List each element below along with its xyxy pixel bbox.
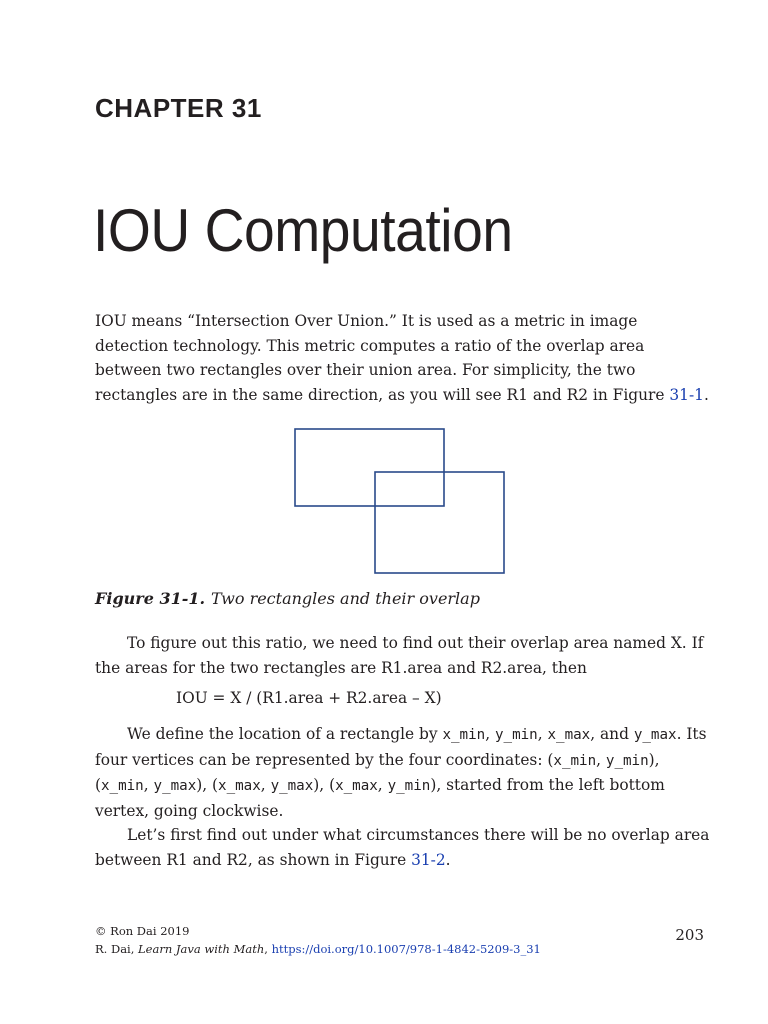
chapter-title: IOU Computation — [93, 197, 513, 264]
text-run: , — [143, 776, 154, 794]
intro-end: . — [703, 385, 709, 404]
code-x-max: x_max — [335, 778, 378, 794]
text-run: , — [377, 776, 388, 794]
code-x-max: x_max — [218, 778, 261, 794]
doi-link[interactable]: https://doi.org/10.1007/978-1-4842-5209-3_31 — [271, 942, 541, 956]
intro-paragraph — [95, 309, 715, 407]
rectangle-r2 — [375, 472, 504, 573]
iou-formula: IOU = X / (R1.area + R2.area – X) — [176, 689, 442, 707]
code-y-max: y_max — [270, 778, 314, 794]
coordinates-paragraph — [95, 722, 715, 823]
code-y-min: y_min — [605, 752, 649, 769]
coordinates-section — [95, 722, 715, 872]
overlap-paragraph — [95, 823, 715, 872]
intro-text: IOU means “Intersection Over Union.” It is used as a metric in image detection technology. This metric computes a ratio of the overlap area between two rectangles over their union area. For simplicity, the two rectangles are in the same direction, as you will see R1 and R2 in Figure — [95, 312, 670, 404]
chapter-label: CHAPTER 31 — [95, 93, 262, 123]
code-y-min: y_min — [387, 778, 431, 794]
overlap-end: . — [445, 850, 451, 869]
figure-caption — [95, 589, 480, 608]
text-run: We define the location of a rectangle by — [127, 725, 443, 743]
figure-label: Figure 31-1. — [95, 589, 206, 608]
text-run: , — [485, 725, 495, 743]
citation-line — [95, 940, 541, 958]
text-run: ), ( — [313, 776, 336, 794]
page-number: 203 — [675, 926, 704, 944]
page-footer — [95, 922, 541, 958]
code-x-max: x_max — [547, 727, 591, 743]
text-run: . Its four vertices can be represented by the four coordinates: ( — [95, 725, 707, 769]
text-run: ), ( — [95, 750, 660, 794]
text-run: ), started from the left bottom vertex, going clockwise. — [95, 776, 665, 820]
ratio-paragraph: To figure out this ratio, we need to find out their overlap area named X. If the areas for the two rectangles are R1.area and R2.area, then — [95, 634, 704, 677]
figure-31-1-link[interactable]: 31-1 — [669, 385, 704, 404]
text-run: , and — [590, 725, 634, 743]
figure-caption-text: Two rectangles and their overlap — [211, 589, 480, 608]
text-run: , — [537, 725, 548, 743]
code-x-min: x_min — [553, 752, 597, 769]
rectangle-r1 — [295, 429, 444, 506]
citation-book: Learn Java with Math — [138, 942, 265, 956]
text-run: ), ( — [196, 776, 219, 794]
copyright-line: © Ron Dai 2019 — [95, 924, 190, 938]
text-run: , — [260, 776, 271, 794]
citation-sep: , — [264, 942, 272, 956]
code-y-max: y_max — [633, 727, 677, 743]
code-y-min: y_min — [494, 727, 538, 743]
overlap-rectangles-figure — [292, 426, 508, 578]
text-run: , — [596, 750, 606, 769]
overlap-text: Let’s first find out under what circumstances there will be no overlap area between R1 and R2, as shown in Figure — [95, 826, 710, 869]
citation-author: R. Dai, — [95, 942, 139, 956]
code-x-min: x_min — [101, 778, 144, 794]
code-x-min: x_min — [442, 727, 486, 743]
figure-31-2-link[interactable]: 31-2 — [411, 850, 446, 869]
code-y-max: y_max — [153, 778, 197, 794]
